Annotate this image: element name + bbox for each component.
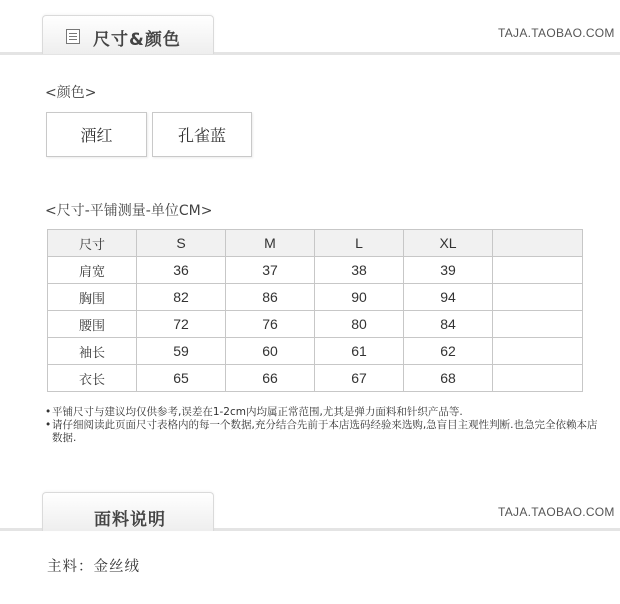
colors-label: <颜色> xyxy=(45,85,97,101)
table-cell: 86 xyxy=(226,284,315,311)
header-cell: L xyxy=(315,230,404,257)
row-label: 腰围 xyxy=(48,311,137,338)
color-option-peacock-blue[interactable]: 孔雀蓝 xyxy=(152,112,252,157)
table-cell xyxy=(493,338,583,365)
table-cell: 62 xyxy=(404,338,493,365)
header-cell: XL xyxy=(404,230,493,257)
table-cell xyxy=(493,257,583,284)
table-cell: 65 xyxy=(137,365,226,392)
table-cell: 84 xyxy=(404,311,493,338)
row-label: 胸围 xyxy=(48,284,137,311)
table-cell: 38 xyxy=(315,257,404,284)
table-row xyxy=(48,257,583,284)
size-table xyxy=(47,229,583,392)
fabric-material: 主料：金丝绒 xyxy=(47,559,140,575)
table-cell: 59 xyxy=(137,338,226,365)
table-cell xyxy=(493,284,583,311)
table-cell: 94 xyxy=(404,284,493,311)
section-title-size-color: 尺寸&颜色 xyxy=(93,30,181,50)
table-cell: 66 xyxy=(226,365,315,392)
color-option-wine-red[interactable]: 酒红 xyxy=(46,112,147,157)
size-notes xyxy=(45,406,605,445)
table-cell xyxy=(493,311,583,338)
table-cell: 80 xyxy=(315,311,404,338)
header-cell xyxy=(493,230,583,257)
table-cell: 90 xyxy=(315,284,404,311)
table-cell: 36 xyxy=(137,257,226,284)
header-cell: M xyxy=(226,230,315,257)
document-icon xyxy=(66,29,80,44)
table-cell: 68 xyxy=(404,365,493,392)
table-cell: 72 xyxy=(137,311,226,338)
size-table-header xyxy=(48,230,583,257)
table-row xyxy=(48,284,583,311)
table-row xyxy=(48,365,583,392)
table-cell: 82 xyxy=(137,284,226,311)
row-label: 袖长 xyxy=(48,338,137,365)
shop-url[interactable]: TAJA.TAOBAO.COM xyxy=(498,505,615,519)
table-cell: 76 xyxy=(226,311,315,338)
table-cell: 39 xyxy=(404,257,493,284)
note-item: • 请仔细阅读此页面尺寸表格内的每一个数据,充分结合先前于本店选码经验来选购,急盲目主观性判断.也急完全依赖本店数据. xyxy=(45,419,605,445)
shop-url[interactable]: TAJA.TAOBAO.COM xyxy=(498,26,615,40)
table-cell xyxy=(493,365,583,392)
row-label: 肩宽 xyxy=(48,257,137,284)
table-row xyxy=(48,338,583,365)
note-item: • 平铺尺寸与建议均仅供参考,误差在1-2cm内均属正常范围,尤其是弹力面料和针织产品等. xyxy=(45,406,605,419)
row-label: 衣长 xyxy=(48,365,137,392)
table-cell: 61 xyxy=(315,338,404,365)
header-cell: 尺寸 xyxy=(48,230,137,257)
table-cell: 60 xyxy=(226,338,315,365)
table-row xyxy=(48,311,583,338)
header-cell: S xyxy=(137,230,226,257)
table-cell: 67 xyxy=(315,365,404,392)
size-table-label: <尺寸-平铺测量-单位CM> xyxy=(45,203,213,219)
table-cell: 37 xyxy=(226,257,315,284)
section-title-fabric: 面料说明 xyxy=(94,510,166,530)
